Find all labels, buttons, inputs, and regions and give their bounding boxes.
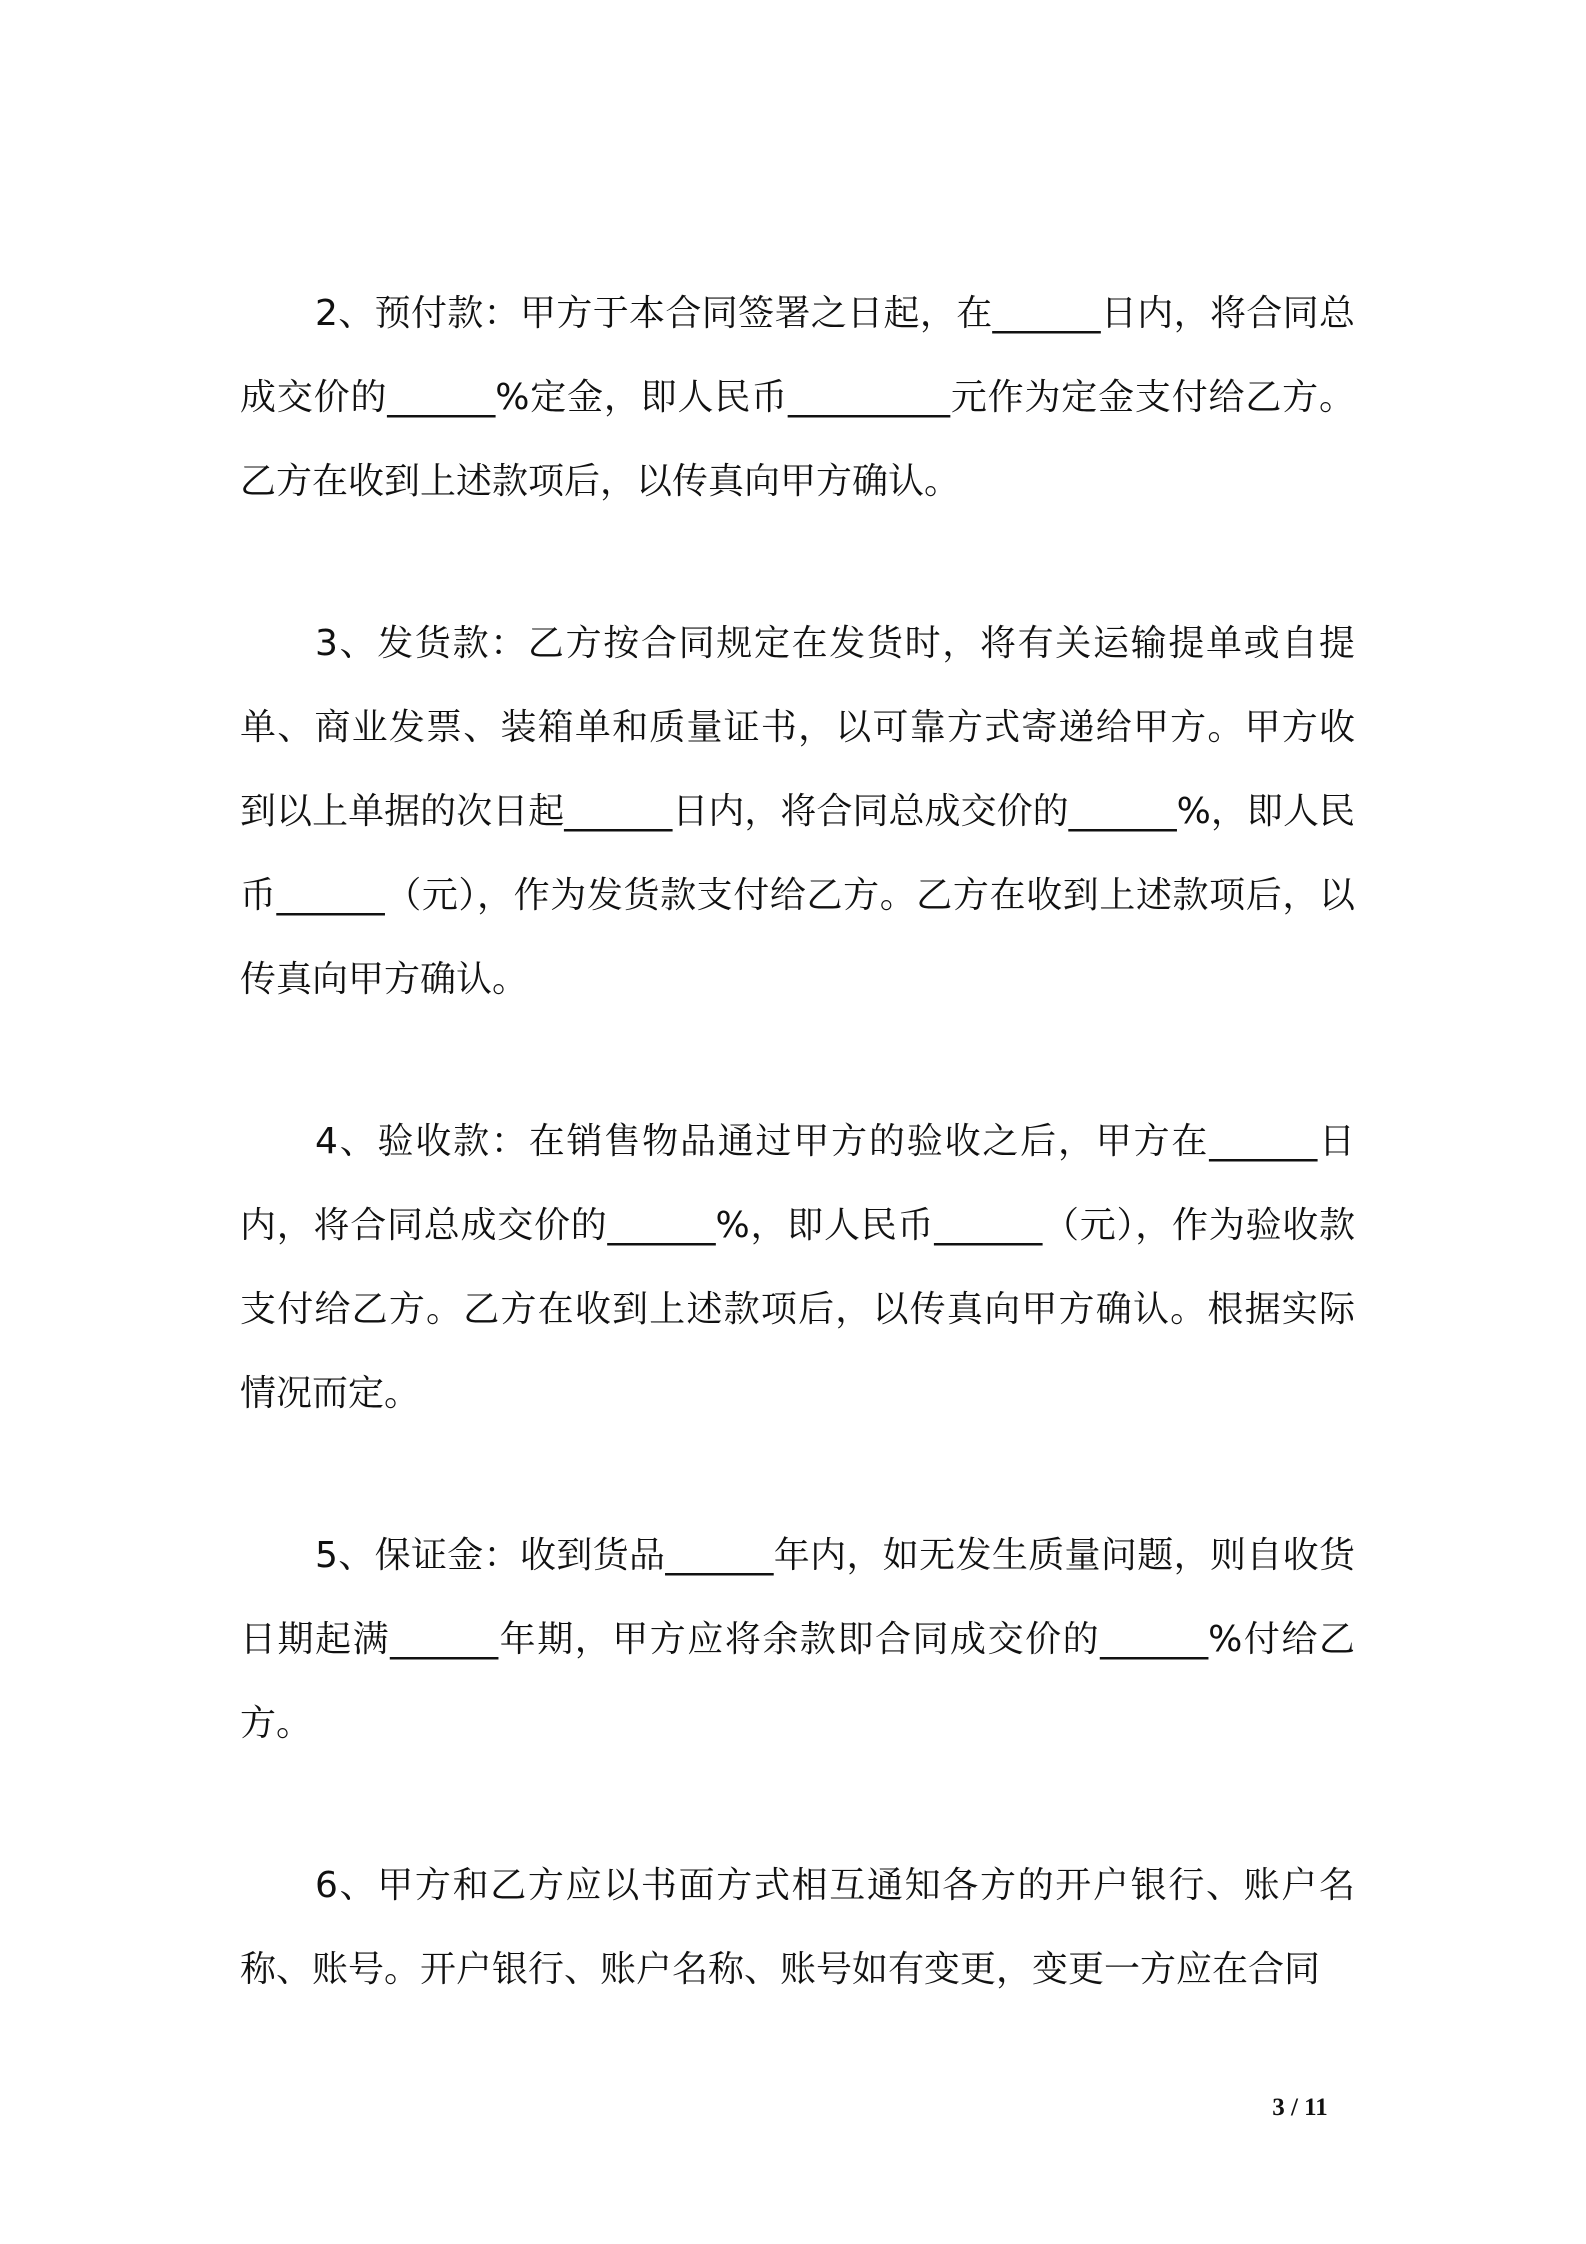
paragraph-shipment-payment: 3、发货款：乙方按合同规定在发货时，将有关运输提单或自提单、商业发票、装箱单和质量证书，以可靠方式寄递给甲方。甲方收到以上单据的次日起______日内，将合同总成交价的______%，即人民币______（元），作为发货款支付给乙方。乙方在收到上述款项后，以传真向甲方确认。 xyxy=(240,623,1355,1000)
paragraph-security-deposit: 5、保证金：收到货品______年内，如无发生质量问题，则自收货日期起满______年期，甲方应将余款即合同成交价的______%付给乙方。 xyxy=(240,1535,1355,1744)
page-number: 3 / 11 xyxy=(1272,2094,1328,2121)
document-body xyxy=(240,272,1355,2012)
paragraph-bank-account-notice: 6、甲方和乙方应以书面方式相互通知各方的开户银行、账户名称、账号。开户银行、账户名称、账号如有变更，变更一方应在合同 xyxy=(240,1865,1355,1990)
paragraph-acceptance-payment: 4、验收款：在销售物品通过甲方的验收之后，甲方在______日内，将合同总成交价的______%，即人民币______（元），作为验收款支付给乙方。乙方在收到上述款项后，以传真向甲方确认。根据实际情况而定。 xyxy=(240,1121,1355,1414)
paragraph-advance-payment: 2、预付款：甲方于本合同签署之日起，在______日内，将合同总成交价的______%定金，即人民币_________元作为定金支付给乙方。乙方在收到上述款项后，以传真向甲方确认。 xyxy=(240,293,1355,502)
